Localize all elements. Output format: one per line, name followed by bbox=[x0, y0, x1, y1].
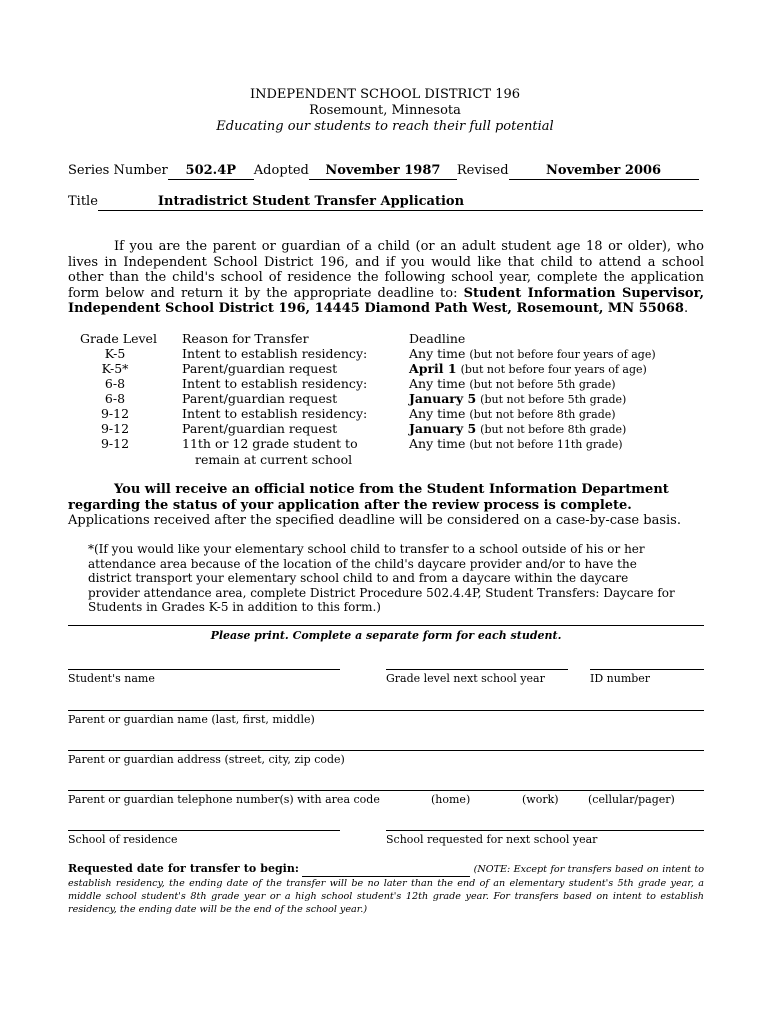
footnote: *(If you would like your elementary school child to transfer to a school outside of his or her attendance area because of the location of the child's daycare provider and/or to have the district transport your elementary school child to and from a daycare within the daycare provider attendance area, complete District Procedure 502.4.4P, Student Transfers: Daycare for Students in Grades K-5 in addition to this form.) bbox=[88, 542, 675, 614]
row-deadline-note: (but not before 8th grade) bbox=[469, 408, 616, 421]
row-reason: 11th or 12 grade student to bbox=[182, 436, 358, 451]
requested-date-label: Requested date for transfer to begin: bbox=[68, 862, 299, 875]
title-label: Title bbox=[68, 194, 98, 209]
row-grade: 6-8 bbox=[104, 376, 126, 391]
header-deadline: Deadline bbox=[409, 331, 466, 346]
student-name-field[interactable] bbox=[68, 669, 340, 670]
district-name: INDEPENDENT SCHOOL DISTRICT 196 bbox=[249, 87, 521, 102]
row-deadline bbox=[409, 346, 656, 362]
row-grade: 9-12 bbox=[100, 421, 130, 436]
row-grade: K-5* bbox=[101, 361, 129, 376]
row-reason: Parent/guardian request bbox=[182, 391, 338, 406]
school-requested-field[interactable] bbox=[386, 830, 704, 831]
row-deadline-text: Any time bbox=[409, 436, 466, 451]
row-deadline-text: Any time bbox=[409, 406, 466, 421]
grade-level-field[interactable] bbox=[386, 669, 568, 670]
requested-date-block bbox=[68, 862, 704, 916]
requested-date-note: (NOTE: Except for transfers based on intent to establish residency, the ending date of the transfer will be no later than the end of an elementary student's 5th grade year, a middle school student's 8th grade year or a high school student's 12th grade year. For transfers based on intent to establish residency, the ending date will be the end of the school year.) bbox=[68, 864, 704, 915]
parent-name-label: Parent or guardian name (last, first, middle) bbox=[68, 713, 315, 726]
series-line bbox=[68, 163, 699, 180]
school-requested-label: School requested for next school year bbox=[386, 833, 598, 846]
row-deadline-note: (but not before four years of age) bbox=[469, 348, 656, 361]
row-reason: Intent to establish residency: bbox=[182, 346, 368, 361]
row-deadline-note: (but not before 5th grade) bbox=[469, 378, 616, 391]
parent-phone-field[interactable] bbox=[68, 790, 704, 791]
school-residence-label: School of residence bbox=[68, 833, 178, 846]
row-reason-cont: remain at current school bbox=[195, 452, 353, 467]
row-reason: Intent to establish residency: bbox=[182, 376, 368, 391]
form-instruction: Please print. Complete a separate form for each student. bbox=[210, 629, 562, 642]
title-value: Intradistrict Student Transfer Application bbox=[98, 194, 703, 211]
notice-plain: Applications received after the specified deadline will be considered on a case-by-case basis. bbox=[68, 513, 681, 528]
row-deadline-text: Any time bbox=[409, 376, 466, 391]
row-deadline-bold: April 1 bbox=[409, 361, 457, 376]
row-deadline bbox=[409, 406, 616, 422]
intro-end: . bbox=[683, 301, 689, 316]
row-deadline bbox=[409, 436, 623, 452]
adopted-value: November 1987 bbox=[309, 163, 457, 180]
grade-level-label: Grade level next school year bbox=[386, 672, 545, 685]
title-line bbox=[68, 194, 703, 211]
row-grade: K-5 bbox=[104, 346, 126, 361]
row-deadline-bold: January 5 bbox=[409, 391, 477, 406]
row-deadline-note: (but not before four years of age) bbox=[460, 363, 647, 376]
parent-address-label: Parent or guardian address (street, city, zip code) bbox=[68, 753, 345, 766]
parent-phone-label: Parent or guardian telephone number(s) with area code bbox=[68, 793, 380, 806]
notice bbox=[68, 482, 704, 529]
revised-value: November 2006 bbox=[509, 163, 699, 180]
row-deadline-text: Any time bbox=[409, 346, 466, 361]
row-deadline-note: (but not before 5th grade) bbox=[480, 393, 627, 406]
district-motto: Educating our students to reach their full potential bbox=[216, 119, 554, 134]
intro-recipient: Student Information Supervisor, Independent School District 196, 14445 Diamond Path West, Rosemount, MN 55068 bbox=[68, 285, 704, 316]
row-deadline bbox=[409, 361, 647, 377]
intro-paragraph bbox=[68, 239, 704, 317]
row-deadline bbox=[409, 376, 616, 392]
row-deadline-note: (but not before 11th grade) bbox=[469, 438, 623, 451]
student-name-label: Student's name bbox=[68, 672, 155, 685]
id-number-field[interactable] bbox=[590, 669, 704, 670]
notice-bold: You will receive an official notice from the Student Information Department regarding the status of your application after the review process is complete. bbox=[68, 482, 669, 513]
intro-text: If you are the parent or guardian of a child (or an adult student age 18 or older), who lives in Independent School District 196, and if you would like that child to attend a school other than the child's school of residence the following school year, complete the application form below and return it by the appropriate deadline to: bbox=[68, 239, 704, 301]
row-deadline-bold: January 5 bbox=[409, 421, 477, 436]
row-deadline bbox=[409, 391, 626, 407]
requested-date-field[interactable] bbox=[302, 863, 470, 877]
row-grade: 9-12 bbox=[100, 436, 130, 451]
row-grade: 6-8 bbox=[104, 391, 126, 406]
phone-work-label: (work) bbox=[522, 793, 559, 806]
phone-cell-label: (cellular/pager) bbox=[588, 793, 675, 806]
revised-label: Revised bbox=[456, 163, 509, 178]
row-reason: Parent/guardian request bbox=[182, 421, 338, 436]
header-reason: Reason for Transfer bbox=[182, 331, 309, 346]
header-grade: Grade Level bbox=[80, 331, 157, 346]
series-value: 502.4P bbox=[168, 163, 254, 180]
row-deadline-note: (but not before 8th grade) bbox=[480, 423, 627, 436]
district-city: Rosemount, Minnesota bbox=[309, 103, 461, 118]
school-residence-field[interactable] bbox=[68, 830, 340, 831]
phone-home-label: (home) bbox=[431, 793, 471, 806]
parent-name-field[interactable] bbox=[68, 710, 704, 711]
row-reason: Intent to establish residency: bbox=[182, 406, 368, 421]
id-number-label: ID number bbox=[590, 672, 651, 685]
row-deadline bbox=[409, 421, 626, 437]
divider bbox=[68, 625, 704, 626]
adopted-label: Adopted bbox=[253, 163, 309, 178]
parent-address-field[interactable] bbox=[68, 750, 704, 751]
row-reason: Parent/guardian request bbox=[182, 361, 338, 376]
series-label: Series Number bbox=[68, 163, 168, 178]
row-grade: 9-12 bbox=[100, 406, 130, 421]
